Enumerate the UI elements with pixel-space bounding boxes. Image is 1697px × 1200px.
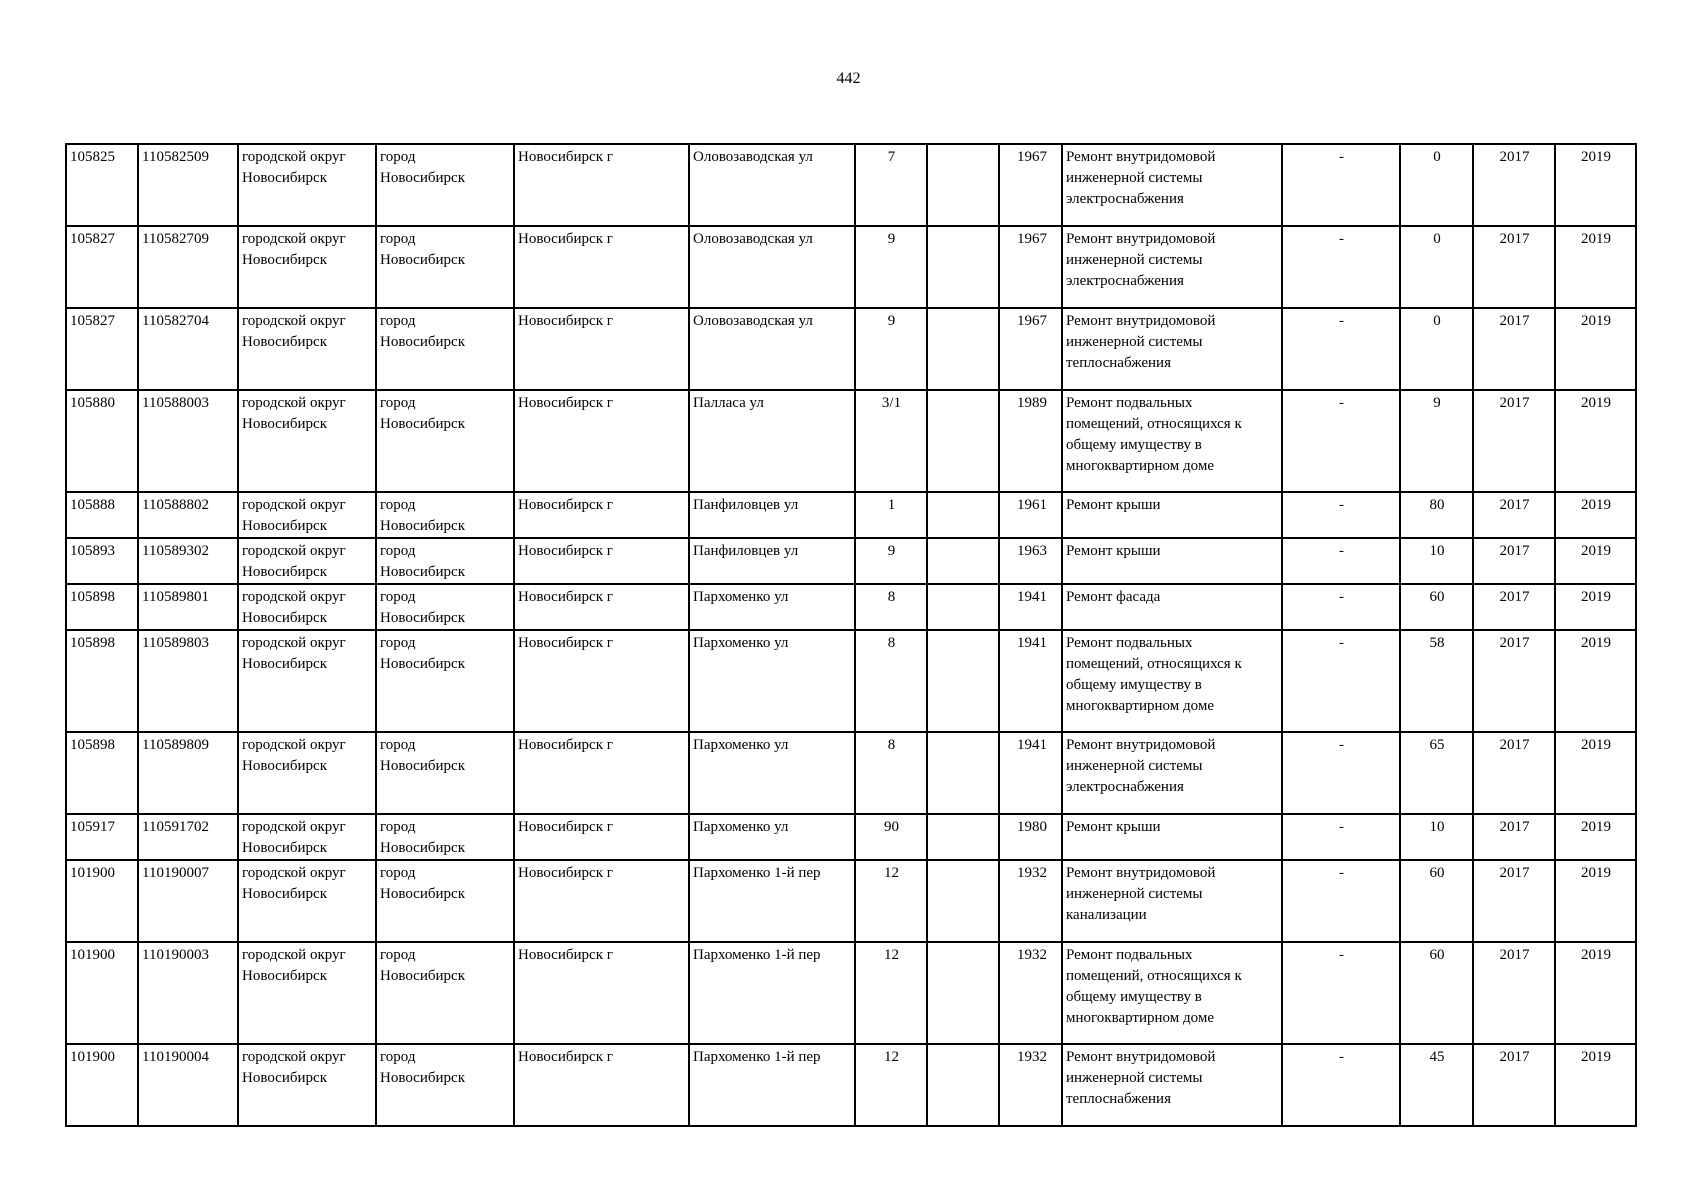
house-number-cell: 8 bbox=[855, 732, 927, 814]
house-number-cell: 90 bbox=[855, 814, 927, 860]
table-row bbox=[66, 732, 1636, 814]
house-id-cell: 105827 bbox=[66, 226, 138, 308]
start-year-cell: 2017 bbox=[1473, 732, 1555, 814]
house-number-cell: 3/1 bbox=[855, 390, 927, 492]
table-row bbox=[66, 492, 1636, 538]
settlement-cell: город Новосибирск bbox=[376, 584, 514, 630]
data-table bbox=[65, 143, 1637, 1127]
percent-cell: 65 bbox=[1400, 732, 1473, 814]
work-id-cell: 110190003 bbox=[138, 942, 238, 1044]
municipality-cell: городской округ Новосибирск bbox=[238, 942, 376, 1044]
house-id-cell: 105880 bbox=[66, 390, 138, 492]
dash-cell: - bbox=[1282, 390, 1400, 492]
work-type-cell: Ремонт внутридомовой инженерной системы канализации bbox=[1062, 860, 1282, 942]
end-year-cell: 2019 bbox=[1555, 1044, 1636, 1126]
settlement-cell: город Новосибирск bbox=[376, 390, 514, 492]
dash-cell: - bbox=[1282, 538, 1400, 584]
house-id-cell: 105888 bbox=[66, 492, 138, 538]
percent-cell: 0 bbox=[1400, 308, 1473, 390]
work-type-cell: Ремонт крыши bbox=[1062, 492, 1282, 538]
municipality-cell: городской округ Новосибирск bbox=[238, 226, 376, 308]
year-cell: 1932 bbox=[999, 942, 1062, 1044]
work-id-cell: 110582509 bbox=[138, 144, 238, 226]
table-row bbox=[66, 1044, 1636, 1126]
table-row bbox=[66, 814, 1636, 860]
settlement-cell: город Новосибирск bbox=[376, 308, 514, 390]
dash-cell: - bbox=[1282, 860, 1400, 942]
dash-cell: - bbox=[1282, 308, 1400, 390]
building-cell bbox=[927, 814, 999, 860]
work-type-cell: Ремонт внутридомовой инженерной системы электроснабжения bbox=[1062, 144, 1282, 226]
work-id-cell: 110190007 bbox=[138, 860, 238, 942]
street-cell: Оловозаводская ул bbox=[689, 144, 855, 226]
city-cell: Новосибирск г bbox=[514, 538, 689, 584]
end-year-cell: 2019 bbox=[1555, 860, 1636, 942]
dash-cell: - bbox=[1282, 814, 1400, 860]
street-cell: Пархоменко ул bbox=[689, 732, 855, 814]
start-year-cell: 2017 bbox=[1473, 860, 1555, 942]
year-cell: 1967 bbox=[999, 144, 1062, 226]
work-id-cell: 110589302 bbox=[138, 538, 238, 584]
municipality-cell: городской округ Новосибирск bbox=[238, 584, 376, 630]
building-cell bbox=[927, 732, 999, 814]
start-year-cell: 2017 bbox=[1473, 814, 1555, 860]
house-number-cell: 7 bbox=[855, 144, 927, 226]
year-cell: 1980 bbox=[999, 814, 1062, 860]
street-cell: Пархоменко ул bbox=[689, 584, 855, 630]
percent-cell: 10 bbox=[1400, 814, 1473, 860]
city-cell: Новосибирск г bbox=[514, 390, 689, 492]
building-cell bbox=[927, 584, 999, 630]
city-cell: Новосибирск г bbox=[514, 584, 689, 630]
municipality-cell: городской округ Новосибирск bbox=[238, 630, 376, 732]
work-id-cell: 110190004 bbox=[138, 1044, 238, 1126]
end-year-cell: 2019 bbox=[1555, 538, 1636, 584]
end-year-cell: 2019 bbox=[1555, 584, 1636, 630]
street-cell: Оловозаводская ул bbox=[689, 226, 855, 308]
table-row bbox=[66, 390, 1636, 492]
table-row bbox=[66, 860, 1636, 942]
percent-cell: 10 bbox=[1400, 538, 1473, 584]
percent-cell: 9 bbox=[1400, 390, 1473, 492]
start-year-cell: 2017 bbox=[1473, 1044, 1555, 1126]
building-cell bbox=[927, 942, 999, 1044]
year-cell: 1963 bbox=[999, 538, 1062, 584]
house-number-cell: 9 bbox=[855, 308, 927, 390]
street-cell: Пархоменко ул bbox=[689, 630, 855, 732]
house-number-cell: 9 bbox=[855, 538, 927, 584]
city-cell: Новосибирск г bbox=[514, 630, 689, 732]
work-type-cell: Ремонт внутридомовой инженерной системы теплоснабжения bbox=[1062, 1044, 1282, 1126]
city-cell: Новосибирск г bbox=[514, 308, 689, 390]
dash-cell: - bbox=[1282, 732, 1400, 814]
municipality-cell: городской округ Новосибирск bbox=[238, 732, 376, 814]
end-year-cell: 2019 bbox=[1555, 308, 1636, 390]
city-cell: Новосибирск г bbox=[514, 814, 689, 860]
dash-cell: - bbox=[1282, 226, 1400, 308]
street-cell: Панфиловцев ул bbox=[689, 538, 855, 584]
work-type-cell: Ремонт внутридомовой инженерной системы электроснабжения bbox=[1062, 226, 1282, 308]
settlement-cell: город Новосибирск bbox=[376, 226, 514, 308]
work-type-cell: Ремонт фасада bbox=[1062, 584, 1282, 630]
year-cell: 1941 bbox=[999, 584, 1062, 630]
work-type-cell: Ремонт внутридомовой инженерной системы теплоснабжения bbox=[1062, 308, 1282, 390]
city-cell: Новосибирск г bbox=[514, 1044, 689, 1126]
house-id-cell: 105827 bbox=[66, 308, 138, 390]
house-id-cell: 105893 bbox=[66, 538, 138, 584]
city-cell: Новосибирск г bbox=[514, 144, 689, 226]
work-id-cell: 110589801 bbox=[138, 584, 238, 630]
percent-cell: 58 bbox=[1400, 630, 1473, 732]
dash-cell: - bbox=[1282, 584, 1400, 630]
municipality-cell: городской округ Новосибирск bbox=[238, 390, 376, 492]
work-id-cell: 110582704 bbox=[138, 308, 238, 390]
table-row bbox=[66, 584, 1636, 630]
building-cell bbox=[927, 144, 999, 226]
street-cell: Пархоменко 1-й пер bbox=[689, 1044, 855, 1126]
dash-cell: - bbox=[1282, 1044, 1400, 1126]
settlement-cell: город Новосибирск bbox=[376, 538, 514, 584]
percent-cell: 45 bbox=[1400, 1044, 1473, 1126]
house-number-cell: 12 bbox=[855, 860, 927, 942]
building-cell bbox=[927, 390, 999, 492]
year-cell: 1967 bbox=[999, 226, 1062, 308]
settlement-cell: город Новосибирск bbox=[376, 1044, 514, 1126]
city-cell: Новосибирск г bbox=[514, 860, 689, 942]
year-cell: 1932 bbox=[999, 1044, 1062, 1126]
table-row bbox=[66, 308, 1636, 390]
table-row bbox=[66, 144, 1636, 226]
start-year-cell: 2017 bbox=[1473, 630, 1555, 732]
municipality-cell: городской округ Новосибирск bbox=[238, 492, 376, 538]
house-id-cell: 101900 bbox=[66, 1044, 138, 1126]
dash-cell: - bbox=[1282, 942, 1400, 1044]
municipality-cell: городской округ Новосибирск bbox=[238, 144, 376, 226]
work-type-cell: Ремонт внутридомовой инженерной системы электроснабжения bbox=[1062, 732, 1282, 814]
building-cell bbox=[927, 538, 999, 584]
municipality-cell: городской округ Новосибирск bbox=[238, 860, 376, 942]
dash-cell: - bbox=[1282, 630, 1400, 732]
city-cell: Новосибирск г bbox=[514, 492, 689, 538]
building-cell bbox=[927, 226, 999, 308]
street-cell: Пархоменко 1-й пер bbox=[689, 860, 855, 942]
house-number-cell: 1 bbox=[855, 492, 927, 538]
end-year-cell: 2019 bbox=[1555, 942, 1636, 1044]
start-year-cell: 2017 bbox=[1473, 492, 1555, 538]
end-year-cell: 2019 bbox=[1555, 144, 1636, 226]
percent-cell: 80 bbox=[1400, 492, 1473, 538]
table-row bbox=[66, 630, 1636, 732]
percent-cell: 60 bbox=[1400, 584, 1473, 630]
end-year-cell: 2019 bbox=[1555, 492, 1636, 538]
work-id-cell: 110588003 bbox=[138, 390, 238, 492]
municipality-cell: городской округ Новосибирск bbox=[238, 1044, 376, 1126]
start-year-cell: 2017 bbox=[1473, 226, 1555, 308]
house-id-cell: 105898 bbox=[66, 732, 138, 814]
city-cell: Новосибирск г bbox=[514, 732, 689, 814]
settlement-cell: город Новосибирск bbox=[376, 492, 514, 538]
settlement-cell: город Новосибирск bbox=[376, 144, 514, 226]
year-cell: 1941 bbox=[999, 630, 1062, 732]
house-number-cell: 8 bbox=[855, 630, 927, 732]
municipality-cell: городской округ Новосибирск bbox=[238, 538, 376, 584]
table-body bbox=[66, 144, 1636, 1126]
house-number-cell: 9 bbox=[855, 226, 927, 308]
percent-cell: 60 bbox=[1400, 860, 1473, 942]
percent-cell: 0 bbox=[1400, 226, 1473, 308]
house-number-cell: 12 bbox=[855, 942, 927, 1044]
house-id-cell: 101900 bbox=[66, 860, 138, 942]
house-id-cell: 105917 bbox=[66, 814, 138, 860]
house-id-cell: 105898 bbox=[66, 584, 138, 630]
table-row bbox=[66, 226, 1636, 308]
year-cell: 1932 bbox=[999, 860, 1062, 942]
year-cell: 1967 bbox=[999, 308, 1062, 390]
work-id-cell: 110591702 bbox=[138, 814, 238, 860]
start-year-cell: 2017 bbox=[1473, 390, 1555, 492]
end-year-cell: 2019 bbox=[1555, 814, 1636, 860]
year-cell: 1941 bbox=[999, 732, 1062, 814]
start-year-cell: 2017 bbox=[1473, 308, 1555, 390]
street-cell: Панфиловцев ул bbox=[689, 492, 855, 538]
building-cell bbox=[927, 860, 999, 942]
work-id-cell: 110589809 bbox=[138, 732, 238, 814]
start-year-cell: 2017 bbox=[1473, 144, 1555, 226]
work-type-cell: Ремонт подвальных помещений, относящихся к общему имуществу в многоквартирном доме bbox=[1062, 630, 1282, 732]
street-cell: Оловозаводская ул bbox=[689, 308, 855, 390]
house-id-cell: 101900 bbox=[66, 942, 138, 1044]
page-number: 442 bbox=[836, 70, 861, 87]
work-type-cell: Ремонт крыши bbox=[1062, 814, 1282, 860]
municipality-cell: городской округ Новосибирск bbox=[238, 308, 376, 390]
settlement-cell: город Новосибирск bbox=[376, 814, 514, 860]
building-cell bbox=[927, 492, 999, 538]
end-year-cell: 2019 bbox=[1555, 226, 1636, 308]
dash-cell: - bbox=[1282, 492, 1400, 538]
settlement-cell: город Новосибирск bbox=[376, 942, 514, 1044]
start-year-cell: 2017 bbox=[1473, 942, 1555, 1044]
building-cell bbox=[927, 1044, 999, 1126]
dash-cell: - bbox=[1282, 144, 1400, 226]
house-number-cell: 12 bbox=[855, 1044, 927, 1126]
street-cell: Пархоменко 1-й пер bbox=[689, 942, 855, 1044]
work-id-cell: 110588802 bbox=[138, 492, 238, 538]
street-cell: Пархоменко ул bbox=[689, 814, 855, 860]
percent-cell: 0 bbox=[1400, 144, 1473, 226]
settlement-cell: город Новосибирск bbox=[376, 732, 514, 814]
work-id-cell: 110589803 bbox=[138, 630, 238, 732]
house-id-cell: 105825 bbox=[66, 144, 138, 226]
city-cell: Новосибирск г bbox=[514, 942, 689, 1044]
house-id-cell: 105898 bbox=[66, 630, 138, 732]
building-cell bbox=[927, 308, 999, 390]
percent-cell: 60 bbox=[1400, 942, 1473, 1044]
settlement-cell: город Новосибирск bbox=[376, 860, 514, 942]
end-year-cell: 2019 bbox=[1555, 390, 1636, 492]
work-type-cell: Ремонт подвальных помещений, относящихся к общему имуществу в многоквартирном доме bbox=[1062, 942, 1282, 1044]
table-row bbox=[66, 942, 1636, 1044]
work-type-cell: Ремонт подвальных помещений, относящихся к общему имуществу в многоквартирном доме bbox=[1062, 390, 1282, 492]
table-row bbox=[66, 538, 1636, 584]
house-number-cell: 8 bbox=[855, 584, 927, 630]
settlement-cell: город Новосибирск bbox=[376, 630, 514, 732]
building-cell bbox=[927, 630, 999, 732]
start-year-cell: 2017 bbox=[1473, 538, 1555, 584]
start-year-cell: 2017 bbox=[1473, 584, 1555, 630]
municipality-cell: городской округ Новосибирск bbox=[238, 814, 376, 860]
work-id-cell: 110582709 bbox=[138, 226, 238, 308]
end-year-cell: 2019 bbox=[1555, 732, 1636, 814]
city-cell: Новосибирск г bbox=[514, 226, 689, 308]
end-year-cell: 2019 bbox=[1555, 630, 1636, 732]
year-cell: 1989 bbox=[999, 390, 1062, 492]
year-cell: 1961 bbox=[999, 492, 1062, 538]
work-type-cell: Ремонт крыши bbox=[1062, 538, 1282, 584]
street-cell: Палласа ул bbox=[689, 390, 855, 492]
